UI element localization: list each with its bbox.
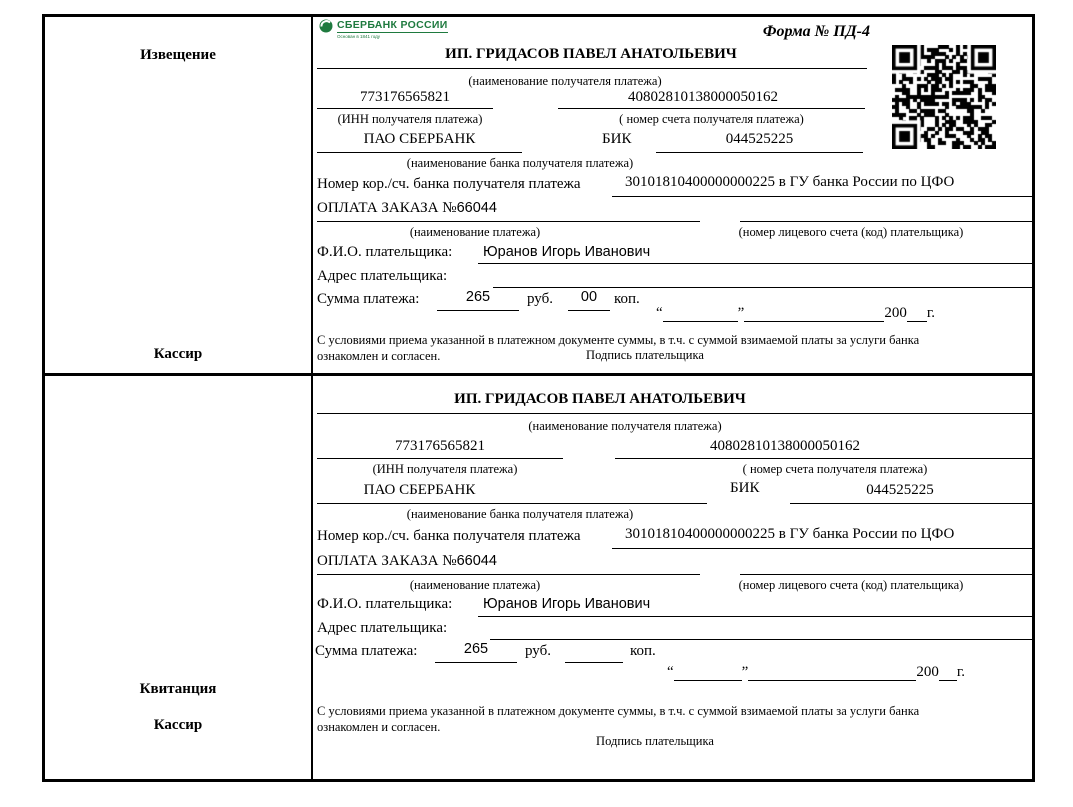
- receipt-title: Квитанция: [139, 681, 217, 697]
- address-line: [490, 639, 1032, 640]
- form-number-label: Форма № ПД-4: [762, 23, 870, 40]
- amount-rub-value: 265: [463, 641, 489, 657]
- payer-line: [478, 263, 1032, 264]
- receipt-stub-column: [45, 376, 313, 779]
- section-receipt: [45, 376, 1032, 779]
- bank-brand-tagline: Основан в 1841 году: [337, 34, 381, 39]
- inn-value: 773176565821: [360, 89, 450, 105]
- purpose-prefix: ОПЛАТА ЗАКАЗА №: [317, 200, 457, 216]
- corr-account-line: [612, 196, 1032, 197]
- address-label: Адрес плательщика:: [317, 268, 448, 284]
- amount-kop-value: 00: [580, 289, 598, 305]
- bik-value: 044525225: [725, 131, 794, 147]
- inn-line: [317, 108, 493, 109]
- account-caption: ( номер счета получателя платежа): [619, 112, 804, 126]
- receipt-content: [315, 376, 1032, 779]
- month-line: [748, 665, 916, 681]
- payee-line: [317, 413, 1032, 414]
- section-notice: [45, 17, 1032, 376]
- account-value: 40802810138000050162: [628, 89, 778, 105]
- terms-line1: С условиями приема указанной в платежном документе суммы, в т.ч. с суммой взимаемой платы за услуги банка: [317, 333, 920, 347]
- inn-caption: (ИНН получателя платежа): [372, 462, 518, 476]
- signature-label: Подпись плательщика: [586, 348, 704, 362]
- purpose-line: [317, 221, 700, 222]
- close-quote: ”: [737, 305, 745, 321]
- corr-account-value: 30101810400000000225 в ГУ банка России по ЦФО: [625, 174, 955, 190]
- bik-label: БИК: [602, 131, 632, 147]
- payee-caption: (наименование получателя платежа): [528, 419, 722, 433]
- account-line: [615, 458, 1032, 459]
- rub-label: руб.: [525, 643, 551, 659]
- rub-label: руб.: [527, 291, 553, 307]
- day-line: [674, 665, 742, 681]
- bank-name-value: ПАО СБЕРБАНК: [363, 131, 476, 147]
- day-line: [663, 306, 738, 322]
- amount-label: Сумма платежа:: [315, 643, 418, 659]
- payee-name: ИП. ГРИДАСОВ ПАВЕЛ АНАТОЛЬЕВИЧ: [454, 391, 746, 407]
- bank-line: [317, 503, 707, 504]
- date-blank: [656, 305, 935, 322]
- corr-account-label: Номер кор./сч. банка получателя платежа: [317, 528, 581, 544]
- payer-name-value: Юранов Игорь Иванович: [483, 596, 651, 612]
- bik-value: 044525225: [866, 482, 934, 498]
- year-line: [939, 665, 957, 681]
- bank-line: [317, 152, 522, 153]
- order-number: 66044: [456, 553, 497, 569]
- sberbank-logo: [319, 19, 448, 39]
- inn-value: 773176565821: [395, 438, 485, 454]
- purpose-row: [317, 200, 497, 217]
- purpose-row: [317, 553, 497, 570]
- year-line: [907, 306, 927, 322]
- payee-line: [317, 68, 867, 69]
- corr-account-line: [612, 548, 1032, 549]
- account-caption: ( номер счета получателя платежа): [742, 462, 928, 476]
- cashier-label: Кассир: [153, 346, 203, 362]
- personal-account-caption: (номер лицевого счета (код) плательщика): [738, 225, 964, 239]
- sberbank-logo-text: [337, 19, 448, 39]
- terms-line2: ознакомлен и согласен.: [317, 349, 441, 363]
- bank-caption: (наименование банка получателя платежа): [406, 507, 634, 521]
- terms-line1: С условиями приема указанной в платежном документе суммы, в т.ч. с суммой взимаемой платы за услуги банка: [317, 704, 920, 718]
- personal-account-line: [740, 221, 1032, 222]
- kop-label: коп.: [630, 643, 656, 659]
- purpose-caption: (наименование платежа): [409, 578, 541, 592]
- notice-content: [315, 17, 1032, 373]
- amount-kop-line: [565, 662, 623, 663]
- bank-caption: (наименование банка получателя платежа): [406, 156, 634, 170]
- payer-label: Ф.И.О. плательщика:: [317, 596, 453, 612]
- month-line: [744, 306, 884, 322]
- purpose-caption: (наименование платежа): [409, 225, 541, 239]
- amount-label: Сумма платежа:: [317, 291, 420, 307]
- cashier-label: Кассир: [153, 717, 203, 733]
- amount-kop-line: [568, 310, 610, 311]
- payer-line: [478, 616, 1032, 617]
- year-century: 200: [916, 664, 939, 680]
- sberbank-emblem-icon: [319, 19, 333, 33]
- year-suffix: г.: [956, 664, 966, 680]
- payer-label: Ф.И.О. плательщика:: [317, 244, 453, 260]
- corr-account-value: 30101810400000000225 в ГУ банка России по ЦФО: [625, 526, 955, 542]
- kop-label: коп.: [614, 291, 640, 307]
- purpose-prefix: ОПЛАТА ЗАКАЗА №: [317, 553, 457, 569]
- bik-line: [656, 152, 863, 153]
- notice-title: Извещение: [140, 47, 216, 63]
- close-quote: ”: [741, 664, 749, 680]
- account-line: [558, 108, 865, 109]
- inn-caption: (ИНН получателя платежа): [337, 112, 483, 126]
- payee-name: ИП. ГРИДАСОВ ПАВЕЛ АНАТОЛЬЕВИЧ: [445, 46, 737, 62]
- open-quote: “: [656, 305, 663, 321]
- year-suffix: г.: [926, 305, 936, 321]
- payer-name-value: Юранов Игорь Иванович: [483, 244, 651, 260]
- amount-rub-value: 265: [465, 289, 491, 305]
- qr-code: [892, 45, 996, 149]
- address-line: [493, 287, 1032, 288]
- year-century: 200: [884, 305, 907, 321]
- personal-account-line: [740, 574, 1032, 575]
- personal-account-caption: (номер лицевого счета (код) плательщика): [738, 578, 964, 592]
- form-pd4: [42, 14, 1035, 782]
- open-quote: “: [667, 664, 674, 680]
- bik-line: [790, 503, 1032, 504]
- amount-rub-line: [437, 310, 519, 311]
- corr-account-label: Номер кор./сч. банка получателя платежа: [317, 176, 581, 192]
- account-value: 40802810138000050162: [710, 438, 860, 454]
- purpose-line: [317, 574, 700, 575]
- date-blank: [667, 664, 965, 681]
- bik-label: БИК: [730, 480, 760, 496]
- amount-rub-line: [435, 662, 517, 663]
- bank-name-value: ПАО СБЕРБАНК: [363, 482, 476, 498]
- order-number: 66044: [456, 200, 497, 216]
- notice-stub-column: [45, 17, 313, 373]
- signature-label: Подпись плательщика: [596, 734, 714, 748]
- inn-line: [317, 458, 563, 459]
- terms-line2: ознакомлен и согласен.: [317, 720, 441, 734]
- payee-caption: (наименование получателя платежа): [468, 74, 662, 88]
- bank-brand-name: СБЕРБАНК РОССИИ: [337, 19, 448, 31]
- address-label: Адрес плательщика:: [317, 620, 448, 636]
